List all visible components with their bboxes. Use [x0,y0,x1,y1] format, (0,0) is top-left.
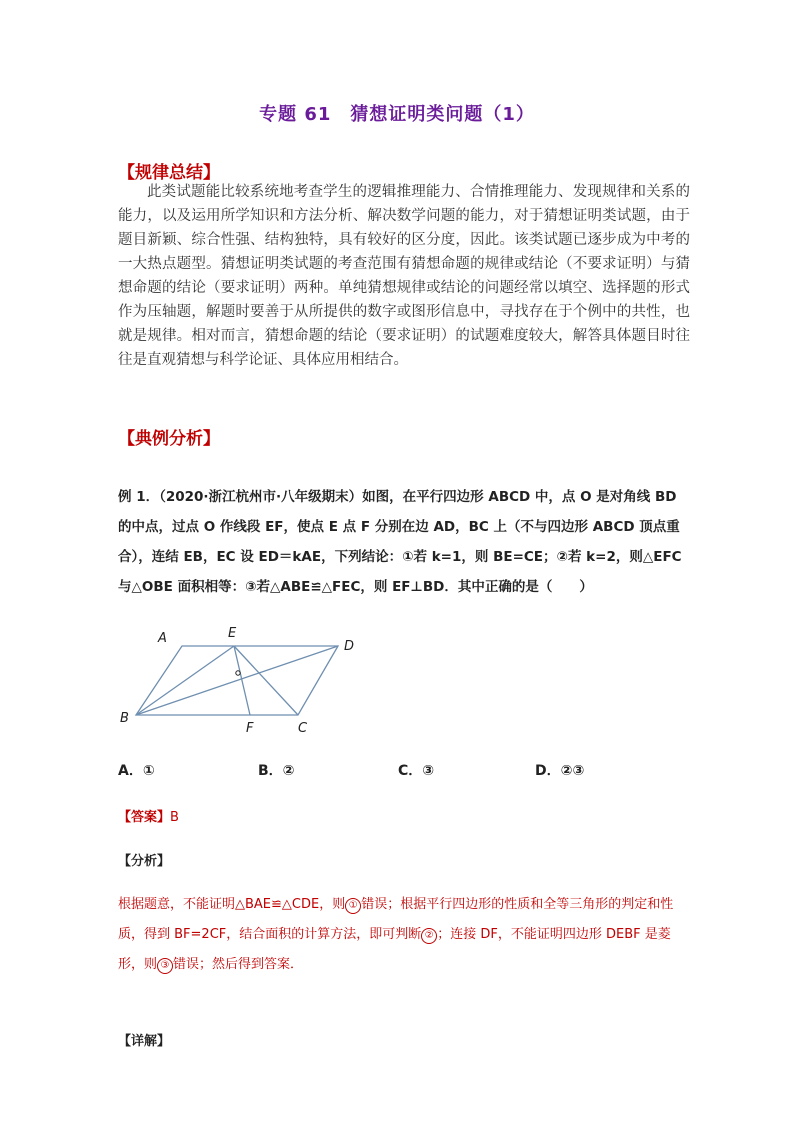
circled-two: ② [421,928,437,944]
analysis-part-2: 错误；根据平行四边形的性质和全等三角形的判定和性质，得到 BF=2CF，结合面积的计算方法，即可判断 [118,897,674,942]
detail-label: 【详解】 [118,1034,171,1049]
choice-b: B．② [258,763,295,779]
point-o-marker [236,671,240,675]
choice-c: C．③ [398,763,435,779]
rules-heading: 【规律总结】 [118,163,220,183]
label-a: A [158,631,167,646]
analysis-part-4: 错误；然后得到答案． [173,957,304,972]
answer-value: B [170,810,179,825]
example-question: 例 1．（2020·浙江杭州市·八年级期末）如图，在平行四边形 ABCD 中，点 O 是对角线 BD 的中点，过点 O 作线段 EF，使点 E 点 F 分别在边 AD，BC 上（不与四边形 ABCD 顶点重合），连结 EB，EC 设 ED＝kAE，下列结论：①若 k=1，则 BE=CE；②若 k=2，则△EFC 与△OBE 面积相等：③若△ABE≌△FEC，则 EF⊥BD．其中正确的是（ ） [118,489,682,595]
summary-paragraph: 此类试题能比较系统地考查学生的逻辑推理能力、合情推理能力、发现规律和关系的能力，以及运用所学知识和方法分析、解决数学问题的能力，对于猜想证明类试题，由于题目新颖、综合性强、结构独特，具有较好的区分度，因此。该类试题已逐步成为中考的一大热点题型。猜想证明类试题的考查范围有猜想命题的规律或结论（不要求证明）与猜想命题的结论（要求证明）两种。单纯猜想规律或结论的问题经常以填空、选择题的形式作为压轴题，解题时要善于从所提供的数字或图形信息中，寻找存在于个例中的共性，也就是规律。相对而言，猜想命题的结论（要求证明）的试题难度较大，解答具体题目时往往是直观猜想与科学论证、具体应用相结合。 [118,184,690,368]
label-f: F [246,721,254,736]
analysis-text [118,890,690,980]
analysis-label: 【分析】 [118,854,171,869]
answer-label: 【答案】 [118,810,171,825]
choice-d: D．②③ [535,763,585,779]
label-c: C [298,721,308,736]
label-b: B [120,711,129,726]
segment-ec [234,646,298,715]
label-e: E [228,626,237,641]
circled-one: ① [345,898,361,914]
analysis-part-3: ；连接 DF，不能证明四边形 DEBF 是菱形，则 [118,927,671,972]
analysis-part-1: 根据题意，不能证明△BAE≌△CDE，则 [118,897,346,912]
parallelogram-figure [112,620,372,740]
label-d: D [344,639,355,654]
circled-three: ③ [157,958,173,974]
page-title: 专题 61 猜想证明类问题（1） [259,104,535,125]
examples-heading: 【典例分析】 [118,429,220,449]
answer-row [118,806,179,825]
choice-a: A．① [118,763,155,779]
segment-eb [136,646,234,715]
